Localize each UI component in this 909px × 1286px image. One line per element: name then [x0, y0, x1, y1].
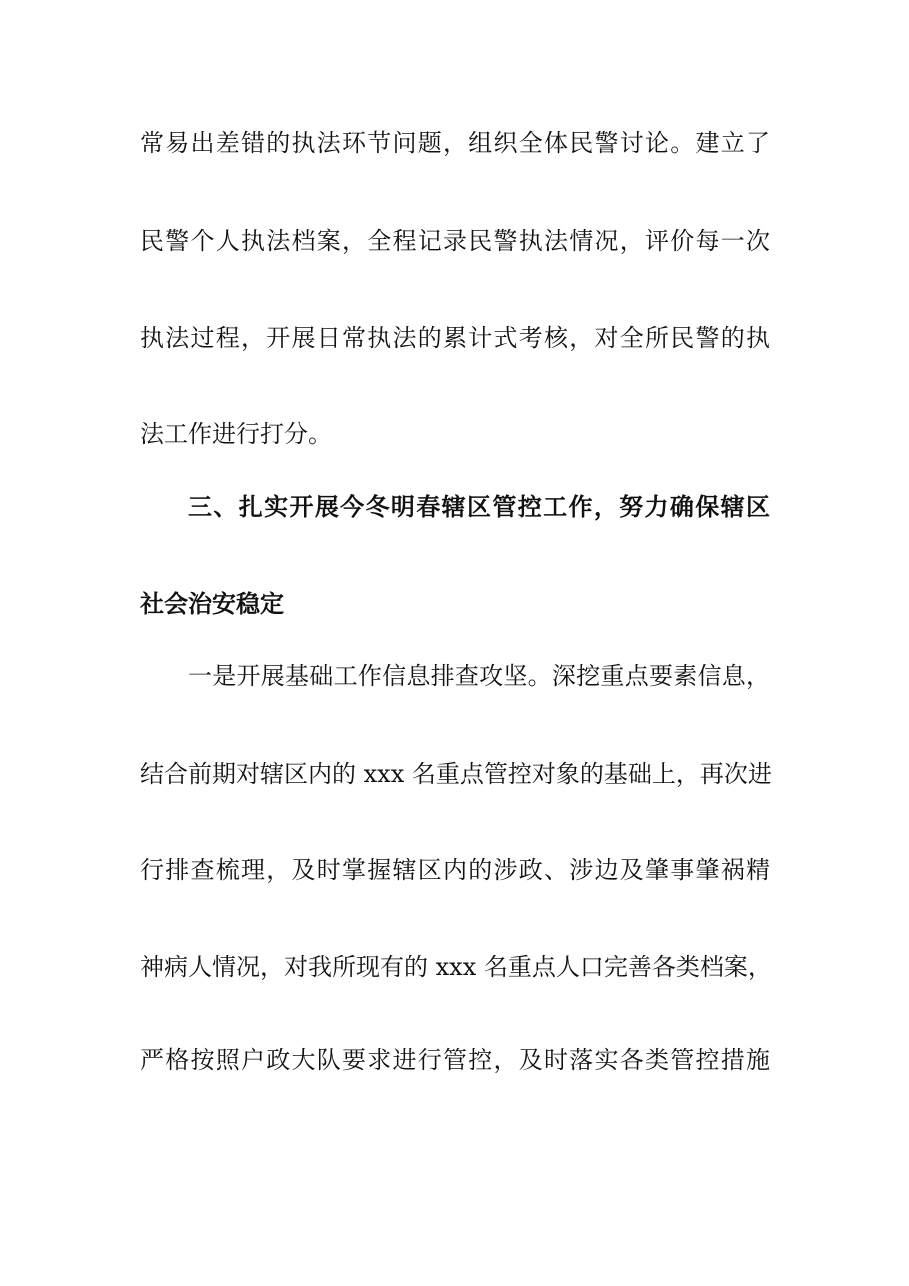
paragraph-2-line-5: 严格按照户政大队要求进行管控，及时落实各类管控措施	[140, 1046, 770, 1074]
paragraph-1-line-1: 常易出差错的执法环节问题，组织全体民警讨论。建立了	[140, 129, 770, 157]
paragraph-1-line-4: 法工作进行打分。	[140, 420, 332, 448]
section-heading-line-2: 社会治安稳定	[140, 590, 284, 618]
paragraph-2-line-1: 一是开展基础工作信息排查攻坚。深挖重点要素信息，	[188, 662, 770, 690]
paragraph-1-line-3: 执法过程，开展日常执法的累计式考核，对全所民警的执	[140, 324, 770, 352]
section-heading-line-1: 三、扎实开展今冬明春辖区管控工作，努力确保辖区	[188, 493, 770, 521]
paragraph-2-line-3: 行排查梳理，及时掌握辖区内的涉政、涉边及肇事肇祸精	[140, 856, 770, 884]
paragraph-1-line-2: 民警个人执法档案，全程记录民警执法情况，评价每一次	[140, 227, 770, 255]
paragraph-2-line-2: 结合前期对辖区内的 xxx 名重点管控对象的基础上，再次进	[140, 760, 772, 788]
paragraph-2-line-4: 神病人情况，对我所现有的 xxx 名重点人口完善各类档案，	[140, 953, 772, 981]
